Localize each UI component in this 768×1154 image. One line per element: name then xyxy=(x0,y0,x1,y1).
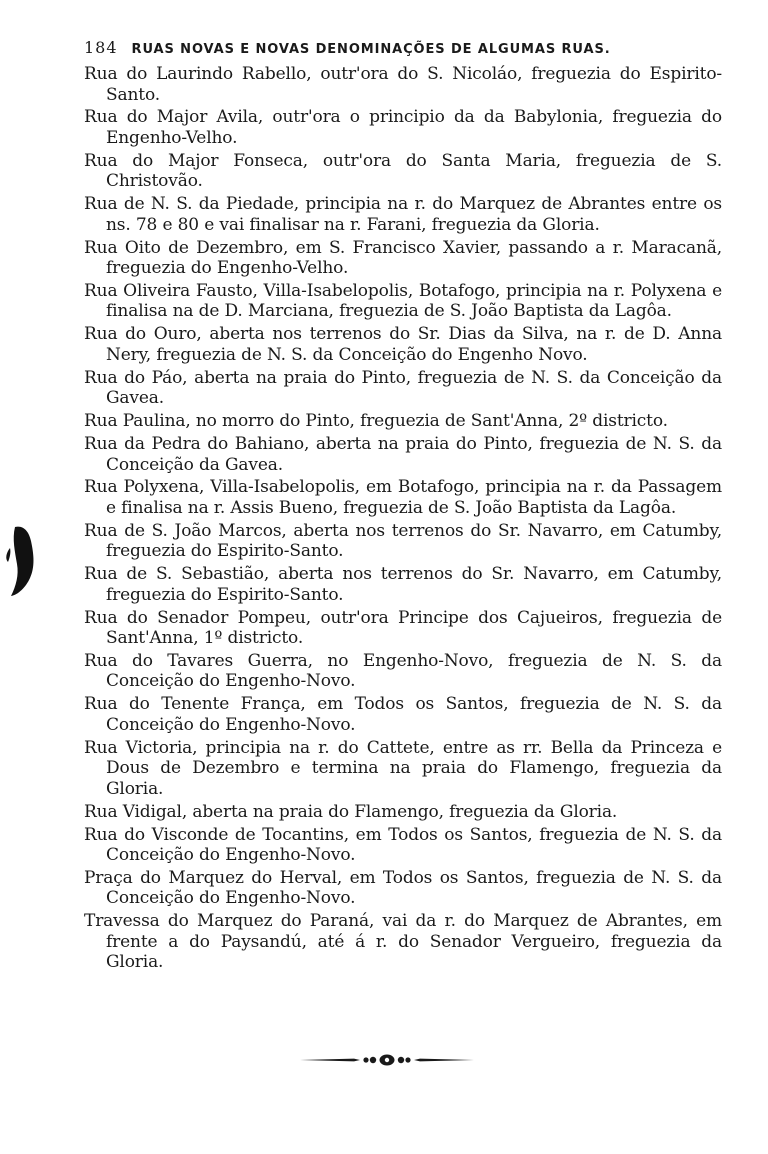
page-number: 184 xyxy=(84,38,118,57)
street-entry: Rua do Senador Pompeu, outr'ora Principe dos Cajueiros, freguezia de Sant'Anna, 1º districto. xyxy=(84,607,722,649)
street-entry: Rua Paulina, no morro do Pinto, freguezia de Sant'Anna, 2º districto. xyxy=(84,411,668,432)
street-entry: Rua Vidigal, aberta na praia do Flamengo, freguezia da Gloria. xyxy=(84,801,618,822)
street-entry: Rua Victoria, principia na r. do Cattete, entre as rr. Bella da Princeza e Dous de Dezembro e termina na praia do Flamengo, freguezia da Gloria. xyxy=(84,737,722,799)
street-entry: Rua de N. S. da Piedade, principia na r. do Marquez de Abrantes entre os ns. 78 e 80 e vai finalisar na r. Farani, freguezia da Gloria. xyxy=(84,194,722,235)
street-entry: Rua de S. Sebastião, aberta nos terrenos do Sr. Navarro, em Catumby, freguezia do Espirito-Santo. xyxy=(84,564,722,605)
page-header xyxy=(84,38,704,62)
street-entry: Rua da Pedra do Bahiano, aberta na praia do Pinto, freguezia de N. S. da Conceição da Gavea. xyxy=(84,434,722,475)
street-entry: Travessa do Marquez do Paraná, vai da r. do Marquez de Abrantes, em frente a do Paysandú, até á r. do Senador Vergueiro, freguezia da Gloria. xyxy=(84,911,722,973)
ornament-rule xyxy=(298,1050,476,1070)
street-entry: Rua do Visconde de Tocantins, em Todos os Santos, freguezia de N. S. da Conceição do Engenho-Novo. xyxy=(84,824,722,866)
street-entry: Rua do Major Fonseca, outr'ora do Santa Maria, freguezia de S. Christovão. xyxy=(84,150,722,192)
street-list xyxy=(84,64,722,975)
ink-blot xyxy=(2,524,42,598)
street-entry: Rua do Páo, aberta na praia do Pinto, freguezia de N. S. da Conceição da Gavea. xyxy=(84,367,722,409)
street-entry: Rua Oliveira Fausto, Villa-Isabelopolis, Botafogo, principia na r. Polyxena e finalisa na de D. Marciana, freguezia de S. João Baptista da Lagôa. xyxy=(84,280,722,322)
street-entry: Rua de S. João Marcos, aberta nos terrenos do Sr. Navarro, em Catumby, freguezia do Espirito-Santo. xyxy=(84,520,722,562)
street-entry: Praça do Marquez do Herval, em Todos os Santos, freguezia de N. S. da Conceição do Engenho-Novo. xyxy=(84,867,722,909)
street-entry: Rua Polyxena, Villa-Isabelopolis, em Botafogo, principia na r. da Passagem e finalisa na r. Assis Bueno, freguezia de S. João Baptista da Lagôa. xyxy=(84,477,722,518)
street-entry: Rua Oito de Dezembro, em S. Francisco Xavier, passando a r. Maracanã, freguezia do Engenho-Velho. xyxy=(84,237,722,279)
street-entry: Rua do Ouro, aberta nos terrenos do Sr. Dias da Silva, na r. de D. Anna Nery, freguezia de N. S. da Conceição do Engenho Novo. xyxy=(84,324,722,365)
street-entry: Rua do Major Avila, outr'ora o principio da da Babylonia, freguezia do Engenho-Velho. xyxy=(84,107,722,148)
street-entry: Rua do Tavares Guerra, no Engenho-Novo, freguezia de N. S. da Conceição do Engenho-Novo. xyxy=(84,650,722,692)
running-title: RUAS NOVAS E NOVAS DENOMINAÇÕES DE ALGUMAS RUAS. xyxy=(131,42,611,57)
street-entry: Rua do Tenente França, em Todos os Santos, freguezia de N. S. da Conceição do Engenho-Novo. xyxy=(84,694,722,735)
street-entry: Rua do Laurindo Rabello, outr'ora do S. Nicoláo, freguezia do Espirito-Santo. xyxy=(84,64,722,105)
